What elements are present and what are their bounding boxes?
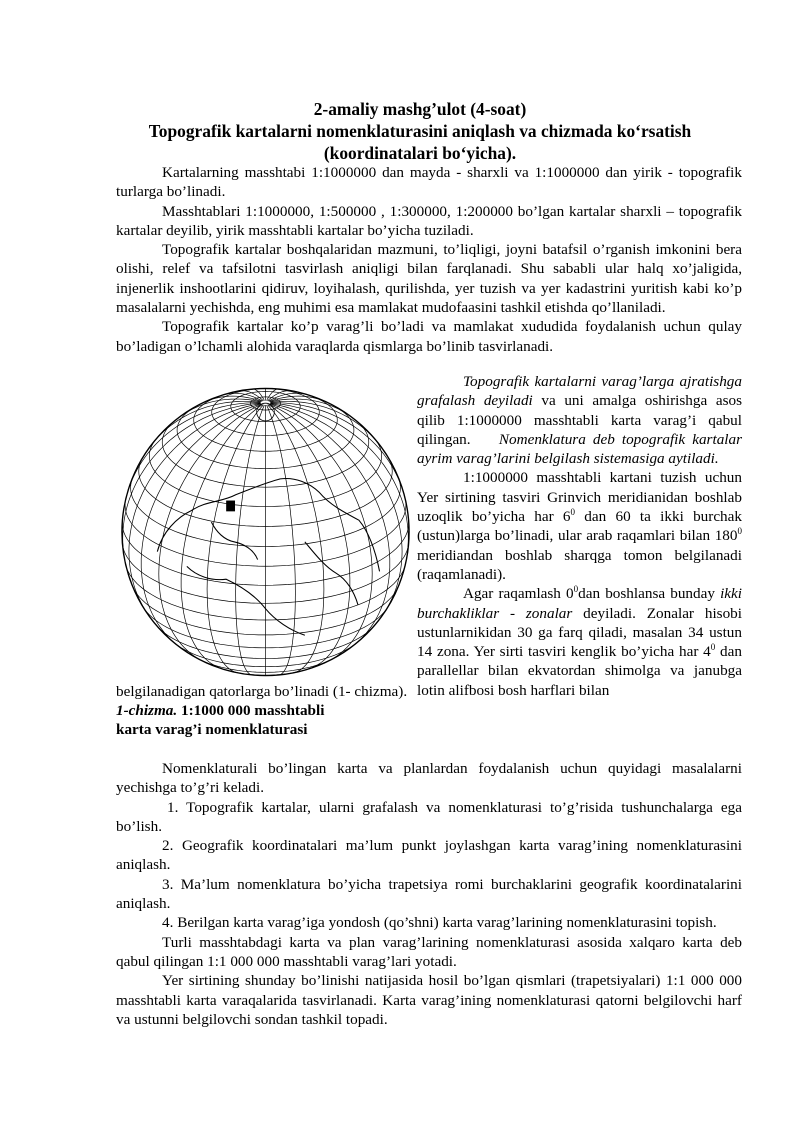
task-2: 2. Geografik koordinatalari ma’lum punkt joylashgan karta varag’ining nomenklaturasini aniqlash. — [116, 837, 742, 874]
paragraph-2: Masshtablari 1:1000000, 1:500000 , 1:300000, 1:200000 bo’lgan kartalar sharxli – topografik kartalar deyilib, yirik masshtabli kartalar bo’yicha tuziladi. — [116, 202, 742, 239]
lower-paragraph-7: Yer sirtining shunday bo’linishi natijasida hosil bo’lgan qismlari (trapetsiyalari) 1:1 000 000 masshtabli karta varaqalarida tasvirlanadi. Karta varag’ining nomenklaturasi qatorni belgilovchi harf va ustunni belgilovchi sondan tashkil topadi. — [116, 972, 742, 1028]
lower-paragraph-1: Nomenklaturali bo’lingan karta va planlardan foydalanish uchun quyidagi masalalarni yechishga to’g’ri keladi. — [116, 760, 742, 797]
task-3: 3. Ma’lum nomenklatura bo’yicha trapetsiya romi burchaklarini geografik koordinatalarini aniqlash. — [116, 875, 742, 913]
task-1: 1. Topografik kartalar, ularni grafalash va nomenklaturasi to’g’risida tushunchalarga ega bo’lish. — [116, 798, 742, 835]
highlighted-map-sheet — [226, 501, 235, 512]
heading-line-3: (koordinatalari bo‘yicha). — [323, 143, 517, 163]
intro-text — [116, 163, 742, 356]
heading-line-1: 2-amaliy mashg’ulot (4-soat) — [313, 99, 527, 119]
lower-paragraph-6: Turli masshtabdagi karta va plan varag’larining nomenklaturasi asosida xalqaro karta deb qabul qilingan 1:1 000 000 masshtabli varag’lari yotadi. — [116, 933, 742, 970]
task-4: 4. Berilgan karta varag’iga yondosh (qo’shni) karta varag’larining nomenklaturasini topish. — [162, 914, 717, 932]
grafalash-definition: Topografik kartalarni varag’larga ajratishga grafalash deyiladi — [417, 373, 742, 410]
paragraph-1: Kartalarning masshtabi 1:1000000 dan mayda - sharxli va 1:1000000 dan yirik - topografik turlarga bo’linadi. — [116, 164, 742, 201]
tasks-text — [116, 759, 742, 1029]
globe-grid-figure — [118, 382, 413, 682]
paragraph-4: Topografik kartalar ko’p varag’li bo’ladi va mamlakat xududida foydalanish uchun qulay bo’ladigan o’lchamli alohida varaqlarda qismlarga bo’linib tasvirlanadi. — [116, 318, 742, 355]
figure-caption-line-1: 1-chizma. 1:1000 000 masshtabli — [116, 702, 325, 719]
heading-line-2: Topografik kartalarni nomenklaturasini aniqlash va chizmada ko‘rsatish — [148, 121, 692, 141]
figure-number: 1-chizma. — [116, 702, 178, 719]
continuation-line: belgilanadigan qatorlarga bo’linadi (1- chizma). — [116, 683, 408, 700]
paragraph-3: Topografik kartalar boshqalaridan mazmuni, to’liqligi, joyni batafsil o’rganish imkonini bera olishi, relef va tafsilotni tasvirlash aniqligi bilan farqlanadi. Shu sababli ular halq xo’jaligida, injenerlik inshootlarini qidiruv, loyihalash, qurilishda, yer tuzish va yer kadastrini yuritish kabi ko’p masalalarni yechishda, eng muhimi esa mamlakat mudofaasini tashkil etishda qo’llaniladi. — [116, 241, 742, 317]
figure-caption-line-2: karta varag’i nomenklaturasi — [116, 721, 308, 738]
right-column-text: Topografik kartalarni varag’larga ajratishga grafalash deyiladi va uni amalga oshirishga asos qilib 1:1000000 masshtabli karta varag’i qabul qilingan. Nomenklatura deb topografik kartalar ayrim varag’larini belgilash sistemasiga aytiladi. 1:1000000 masshtabli kartani tuzish uchun Yer sirtining tasviri Grinvich meridianidan boshlab uzoqlik bo’yicha har $6^0$ dan 60 ta ikki burchak (ustun)larga bo’linadi, ular arab raqamlari bilan $180^0$ meridiandan boshlab sharqga tomon belgilanadi (raqamlanadi). Agar raqamlash $0^0dan$ boshlansa bunday ikki burchakliklar - zonalar deyiladi. Zonalar hisobi ustunlarnikidan 30 ga farq qiladi, masalan 34 ustun 14 zona. Yer sirti tasviri kenglik bo’yicha har $4^0$ dan parallellar bilan ekvatordan shimolga va janubga lotin alifbosi bosh harflari bilan — [417, 373, 743, 699]
nomenklatura-definition: Nomenklatura deb topografik kartalar ayrim varag’larini belgilash sistemasiga aytiladi. — [417, 430, 743, 468]
